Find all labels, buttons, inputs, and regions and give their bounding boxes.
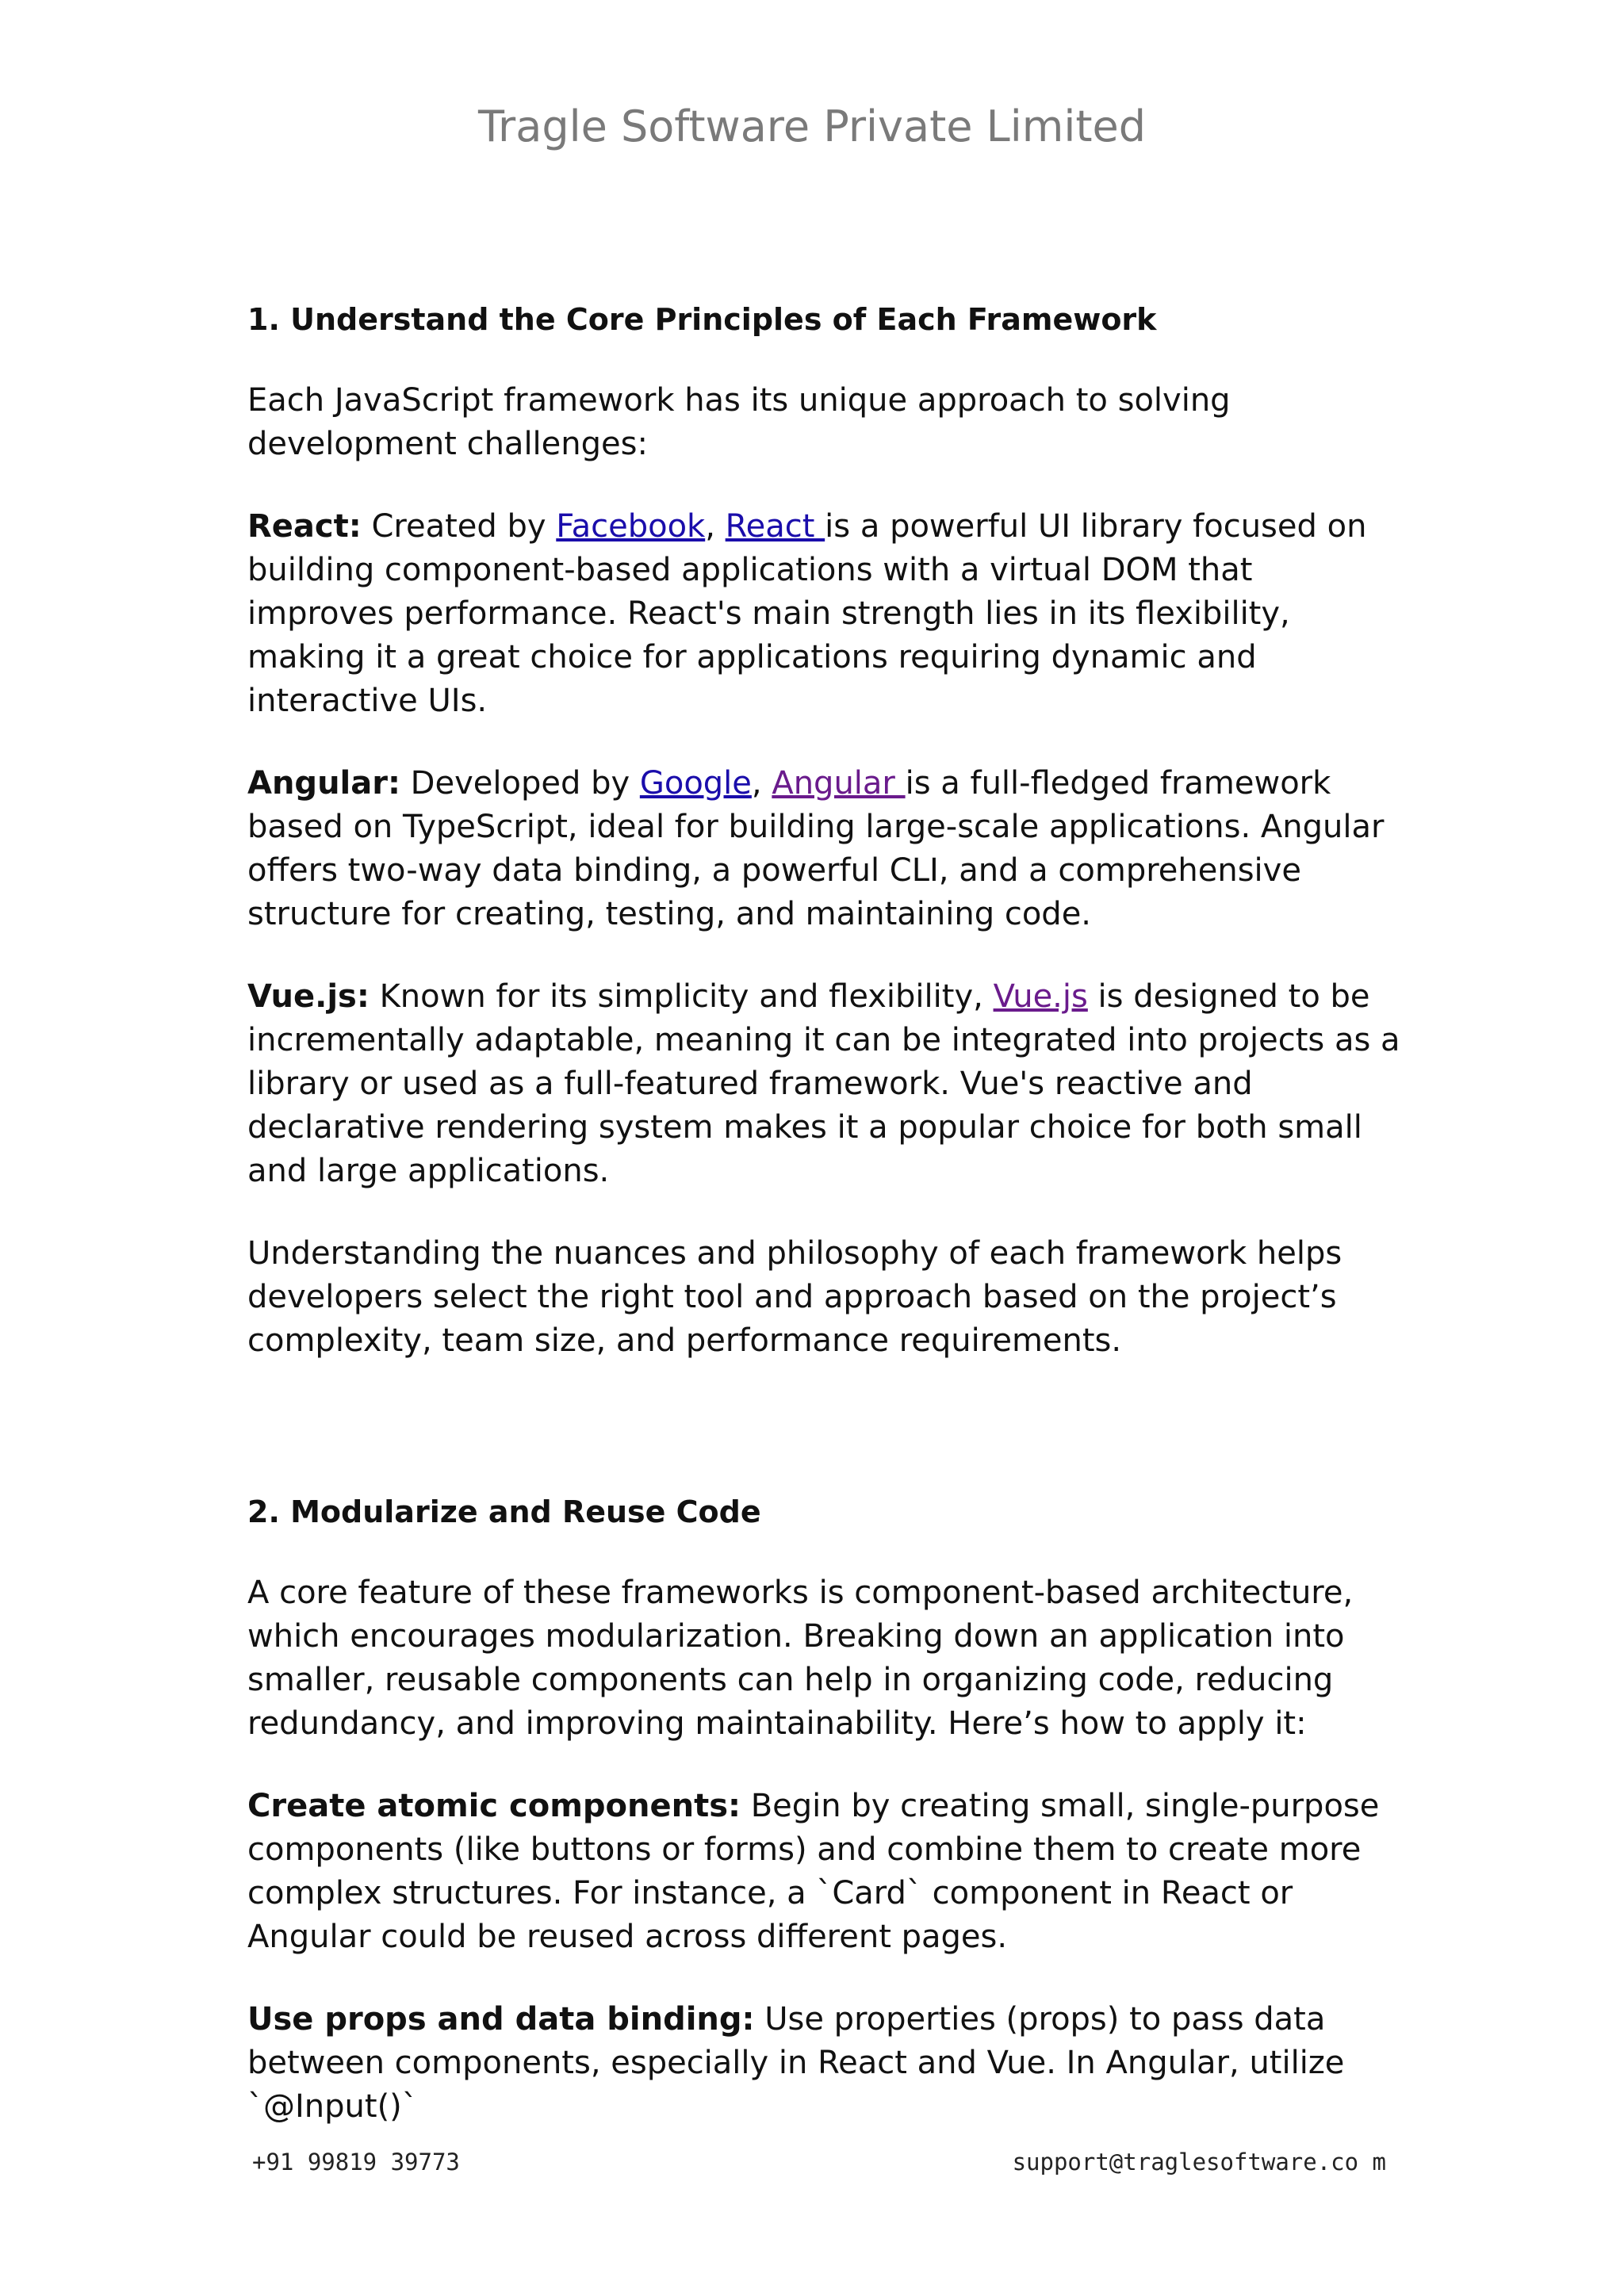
props-binding-label: Use props and data binding: <box>247 2001 755 2038</box>
google-link[interactable]: Google <box>639 765 752 802</box>
react-paragraph <box>247 505 1405 723</box>
document-content <box>247 297 1405 2129</box>
angular-post-text: is a full-fledged framework based on TypeScript, ideal for building large-scale applications. Angular offers two-way data binding, a powerful CLI, and a comprehensive structure for creating, testing, and maintaining code. <box>247 765 1385 932</box>
vue-label: Vue.js: <box>247 978 370 1015</box>
section-1-heading: 1. Understand the Core Principles of Each Framework <box>247 302 1157 337</box>
company-header-title: Tragle Software Private Limited <box>477 101 1146 151</box>
vue-post-text: is designed to be incrementally adaptable, meaning it can be integrated into projects as a library or used as a full-featured framework. Vue's reactive and declarative rendering system makes it a popular choice for both small and large applications. <box>247 978 1400 1189</box>
atomic-components-paragraph <box>247 1785 1405 1959</box>
angular-pre-text: Developed by <box>400 765 640 802</box>
react-separator: , <box>705 508 726 545</box>
footer-email: support@traglesoftware.co m <box>1012 2149 1386 2175</box>
react-link[interactable]: React <box>725 508 825 545</box>
facebook-link[interactable]: Facebook <box>556 508 706 545</box>
react-post-text: is a powerful UI library focused on building component-based applications with a virtual DOM that improves performance. React's main strength lies in its flexibility, making it a great choice for applications requiring dynamic and interactive UIs. <box>247 508 1367 719</box>
angular-link[interactable]: Angular <box>772 765 906 802</box>
react-pre-text: Created by <box>361 508 557 545</box>
angular-label: Angular: <box>247 765 400 802</box>
section-1-intro: Each JavaScript framework has its unique approach to solving development challenges: <box>247 382 1231 462</box>
props-binding-text: Use properties (props) to pass data between components, especially in React and Vue. In Angular, utilize `@Input()` <box>247 2001 1345 2125</box>
props-binding-paragraph <box>247 1998 1405 2129</box>
vue-paragraph <box>247 975 1405 1193</box>
angular-paragraph <box>247 762 1405 936</box>
angular-separator: , <box>751 765 772 802</box>
atomic-components-label: Create atomic components: <box>247 1788 741 1824</box>
section-1-summary: Understanding the nuances and philosophy of each framework helps developers select the right tool and approach based on the project’s complexity, team size, and performance requirements. <box>247 1235 1342 1359</box>
vuejs-link[interactable]: Vue.js <box>993 978 1088 1015</box>
footer-phone: +91 99819 39773 <box>252 2149 460 2175</box>
section-2-heading: 2. Modularize and Reuse Code <box>247 1494 761 1529</box>
atomic-components-text: Begin by creating small, single-purpose components (like buttons or forms) and combine them to create more complex structures. For instance, a `Card` component in React or Angular could be reused across different pages. <box>247 1788 1380 1955</box>
vue-pre-text: Known for its simplicity and flexibility, <box>369 978 994 1015</box>
section-2-intro: A core feature of these frameworks is component-based architecture, which encourages modularization. Breaking down an application into smaller, reusable components can help in organizing code, reducing redundancy, and improving maintainability. Here’s how to apply it: <box>247 1575 1354 1742</box>
react-label: React: <box>247 508 362 545</box>
